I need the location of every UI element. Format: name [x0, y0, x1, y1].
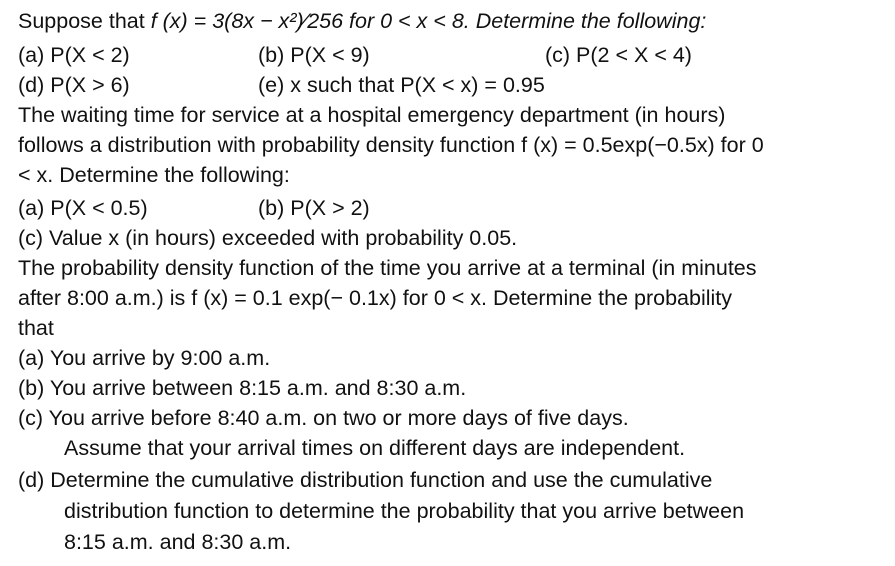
problem1-part-e: (e) x such that P(X < x) = 0.95 [258, 73, 545, 97]
problem1-part-d: (d) P(X > 6) [18, 73, 130, 97]
problem1-intro-prefix: Suppose that [18, 9, 151, 33]
problem3-part-c-line2: Assume that your arrival times on different days are independent. [64, 436, 686, 460]
problem2-line1: The waiting time for service at a hospital emergency department (in hours) [18, 103, 726, 127]
problem3-part-a: (a) You arrive by 9:00 a.m. [18, 346, 271, 370]
problem2-line3: < x. Determine the following: [18, 163, 290, 187]
problem3-line3: that [18, 316, 54, 340]
problem1-intro-suffix: . Determine the following: [463, 9, 707, 33]
problem3-line2: after 8:00 a.m.) is f (x) = 0.1 exp(− 0.1x) for 0 < x. Determine the probability [18, 286, 732, 310]
problem2-part-c: (c) Value x (in hours) exceeded with probability 0.05. [18, 226, 518, 250]
problem3-part-d-line1: (d) Determine the cumulative distribution function and use the cumulative [18, 468, 713, 492]
problem1-part-c: (c) P(2 < X < 4) [545, 43, 692, 67]
problem3-part-c-line1: (c) You arrive before 8:40 a.m. on two or more days of five days. [18, 406, 629, 430]
problem3-part-b: (b) You arrive between 8:15 a.m. and 8:30 a.m. [18, 376, 467, 400]
problem1-intro [18, 6, 706, 36]
problem3-part-d-line2: distribution function to determine the probability that you arrive between [64, 499, 745, 523]
problem2-line2: follows a distribution with probability density function f (x) = 0.5exp(−0.5x) for 0 [18, 133, 764, 157]
problem3-line1: The probability density function of the time you arrive at a terminal (in minutes [18, 256, 757, 280]
problem2-part-b: (b) P(X > 2) [258, 196, 370, 220]
problem1-part-b: (b) P(X < 9) [258, 43, 370, 67]
problem1-function: f (x) = 3(8x − x²)⁄256 for 0 < x < 8 [150, 9, 464, 33]
problem1-part-a: (a) P(X < 2) [18, 43, 130, 67]
problem3-part-d-line3: 8:15 a.m. and 8:30 a.m. [64, 530, 292, 554]
problem2-part-a: (a) P(X < 0.5) [18, 196, 148, 220]
